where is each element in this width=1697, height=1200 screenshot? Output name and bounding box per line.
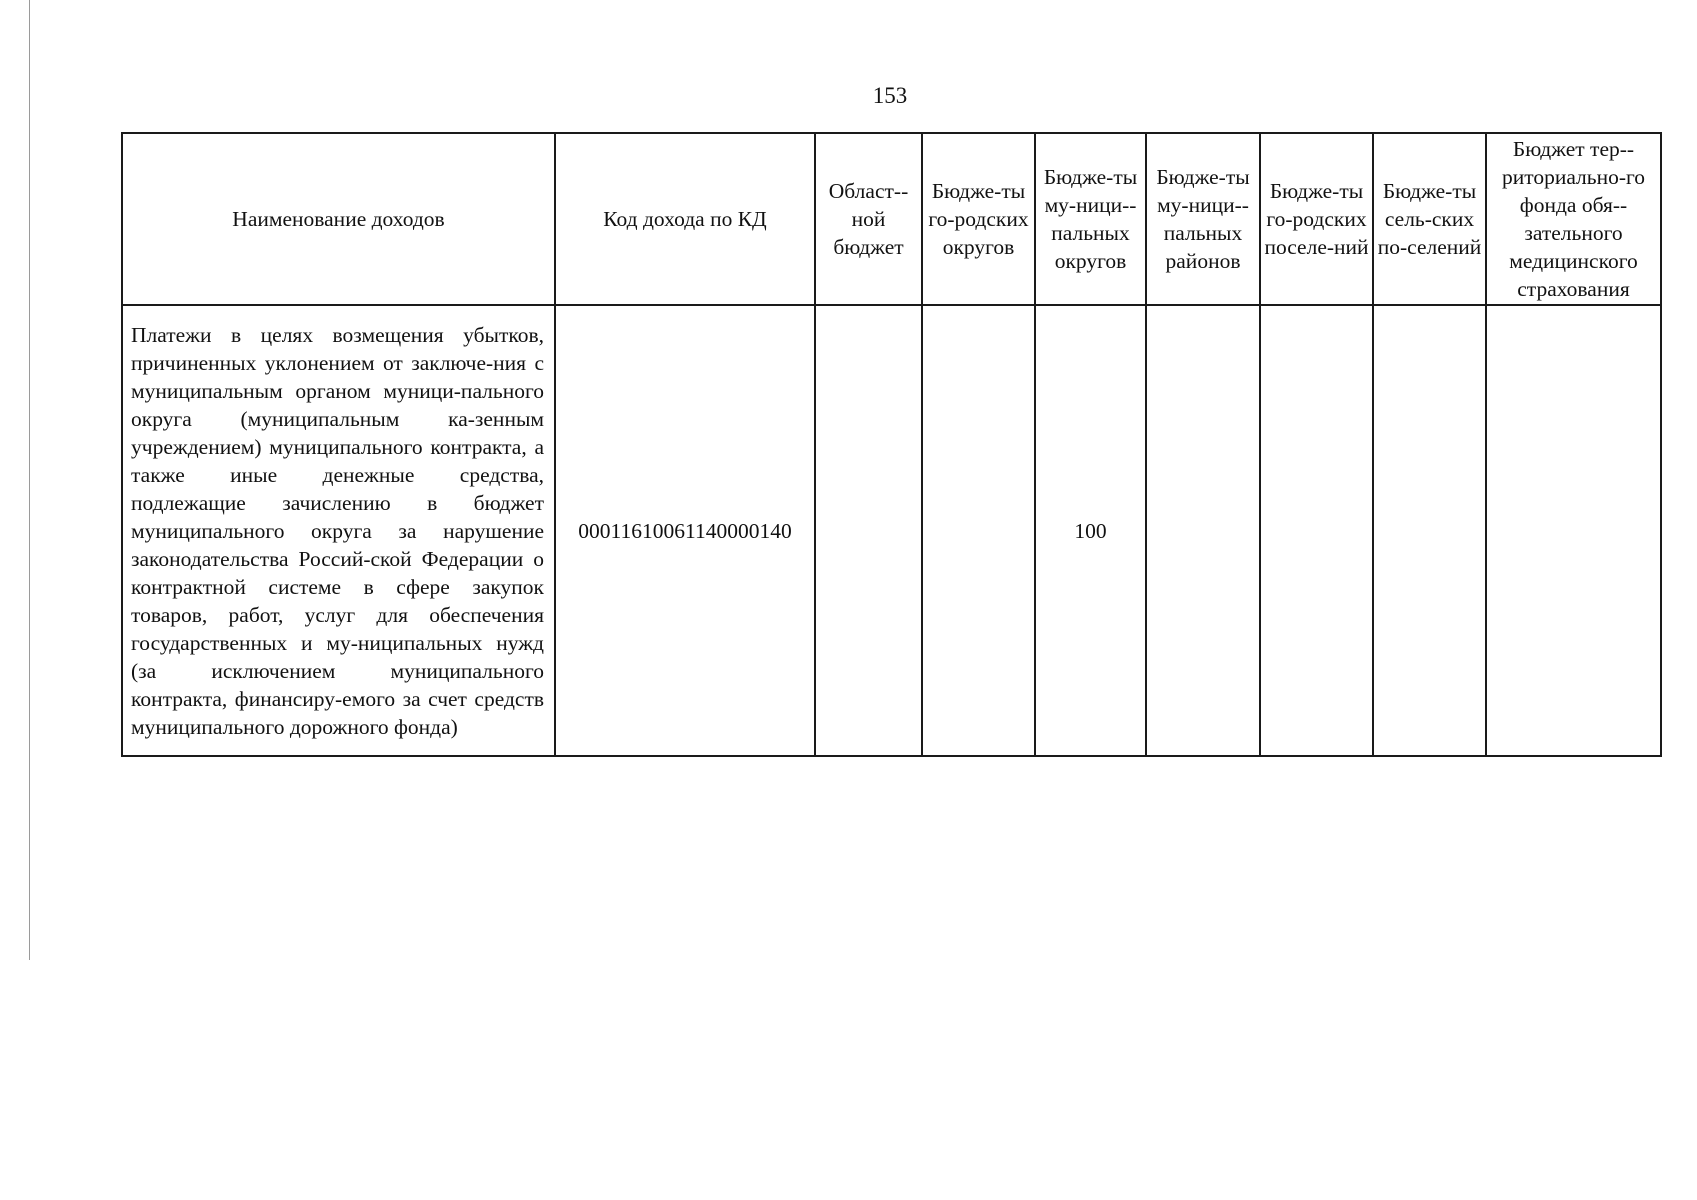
header-oms-fund-budget: Бюджет тер-риториально-го фонда обя-зательного медицинского страхования	[1486, 133, 1661, 305]
page-number: 153	[872, 83, 908, 108]
cell-city-districts-budgets	[922, 305, 1035, 756]
revenue-table-container	[121, 132, 1662, 757]
binding-edge-line	[29, 0, 30, 960]
revenue-distribution-table	[121, 132, 1662, 757]
header-municipal-raion-budgets: Бюдже-ты му-ници-пальных районов	[1146, 133, 1260, 305]
cell-revenue-name: Платежи в целях возмещения убытков, причиненных уклонением от заключе-ния с муниципальным органом муници-пального округа (муниципальным ка-зенным учреждением) муниципального контракта, а также иные денежные средства, подлежащие зачислению в бюджет муниципального округа за нарушение законодательства Россий-ской Федерации о контрактной системе в сфере закупок товаров, работ, услуг для обеспечения государственных и му-ниципальных нужд (за исключением муниципального контракта, финансиру-емого за счет средств муниципального дорожного фонда)	[122, 305, 555, 756]
cell-urban-settlements-budgets	[1260, 305, 1373, 756]
cell-municipal-okrug-budgets: 100	[1035, 305, 1146, 756]
header-revenue-name: Наименование доходов	[122, 133, 555, 305]
cell-municipal-raion-budgets	[1146, 305, 1260, 756]
header-regional-budget: Област-ной бюджет	[815, 133, 922, 305]
cell-rural-settlements-budgets	[1373, 305, 1486, 756]
header-urban-settlements-budgets: Бюдже-ты го-родских поселе-ний	[1260, 133, 1373, 305]
cell-oms-fund-budget	[1486, 305, 1661, 756]
header-municipal-okrug-budgets: Бюдже-ты му-ници-пальных округов	[1035, 133, 1146, 305]
header-rural-settlements-budgets: Бюдже-ты сель-ских по-селений	[1373, 133, 1486, 305]
header-revenue-code: Код дохода по КД	[555, 133, 815, 305]
table-row	[122, 305, 1661, 756]
header-city-districts-budgets: Бюдже-ты го-родских округов	[922, 133, 1035, 305]
cell-regional-budget	[815, 305, 922, 756]
table-header-row	[122, 133, 1661, 305]
cell-revenue-code: 00011610061140000140	[555, 305, 815, 756]
